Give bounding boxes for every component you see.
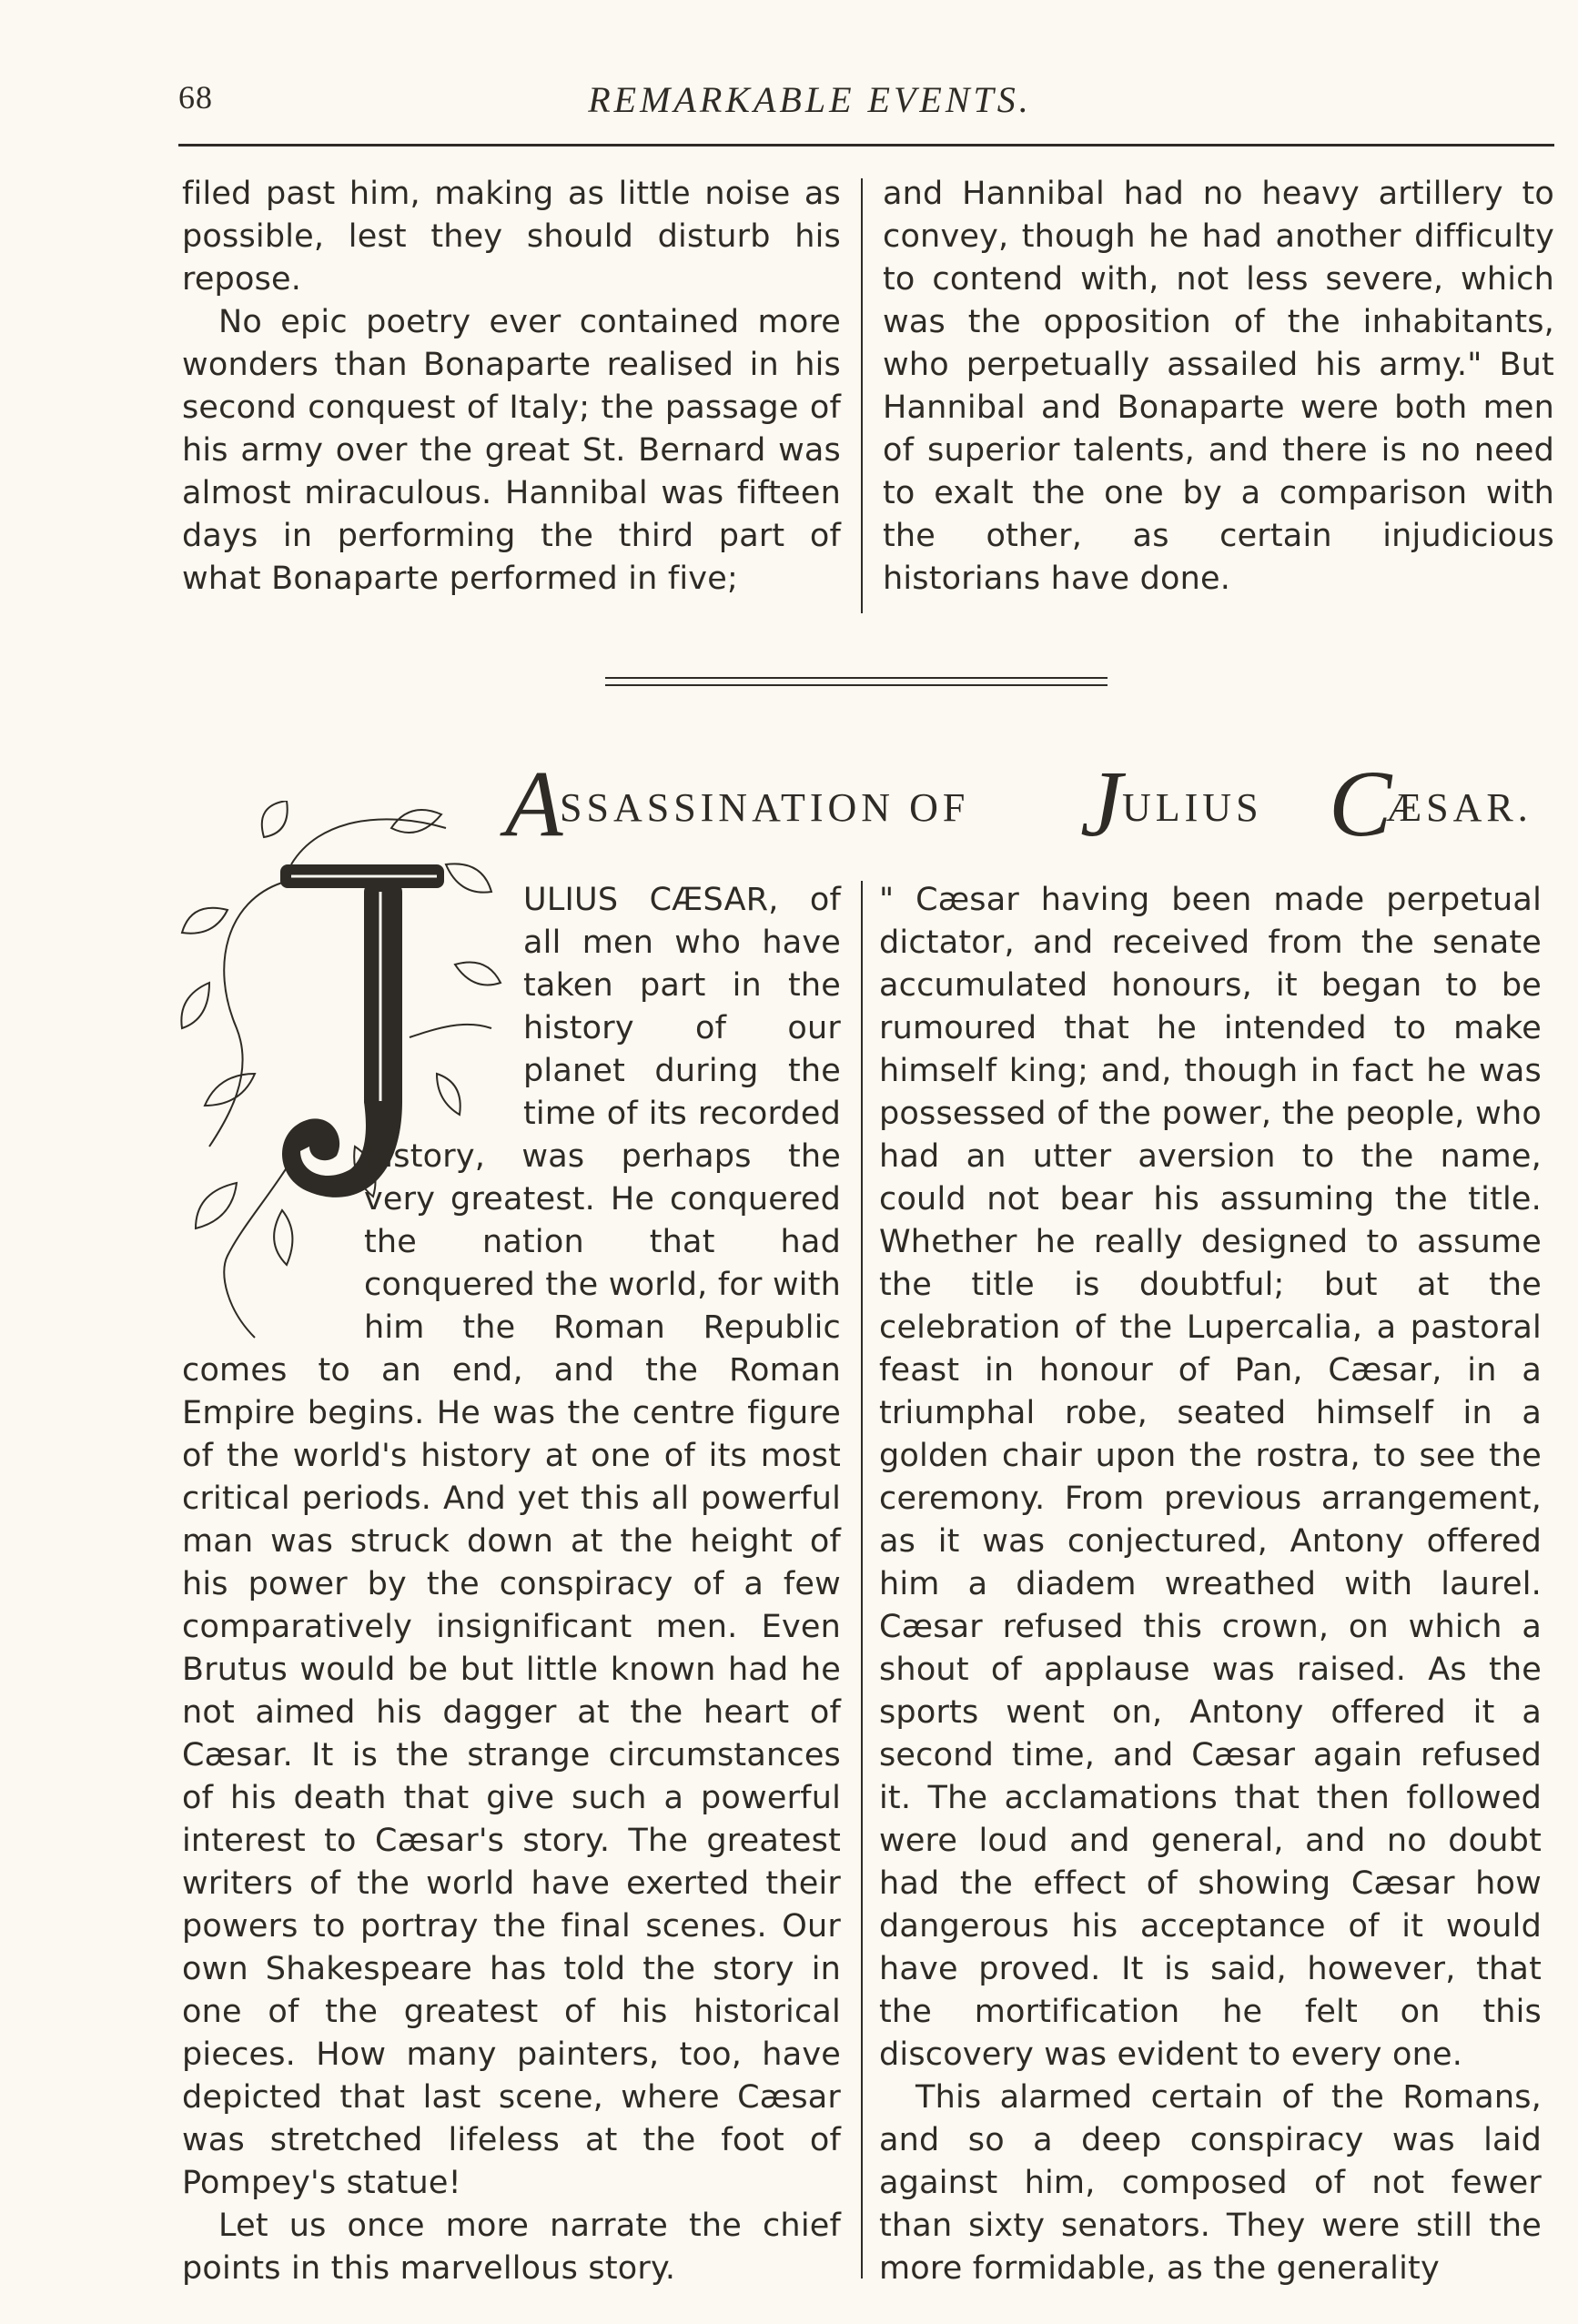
- column-rule-bottom: [861, 881, 863, 2279]
- title-initial: A: [505, 752, 563, 856]
- paragraph: This alarmed certain of the Romans, and so a deep conspiracy was laid against him, composed of not fewer than sixty senators. They were still the more formidable, as the generality: [879, 2079, 1542, 2287]
- lead-paragraph: ULIUS CÆSAR, of all men who have taken part in the history of our planet during the time of its recorded history, was perhaps the very greatest. He conquered the nation that had conquered the world, for with him the Roman Republic comes to an end, and the Roman Empire begins. He was the centre figure of the world's history at one of its most critical periods. And yet this all powerful man was struck down at the height of his power by the conspiracy of a few comparatively insignificant men. Even Brutus would be but little known had he not aimed his dagger at the heart of Cæsar. It is the strange circumstances of his death that give such a powerful interest to Cæsar's story. The greatest writers of the world have exerted their powers to portray the final scenes. Our own Shakespeare has told the story in one of the greatest of his historical pieces. How many painters, too, have depicted that last scene, where Cæsar was stretched lifeless at the foot of Pompey's statue!: [182, 882, 841, 2201]
- running-title: REMARKABLE EVENTS.: [588, 79, 1032, 120]
- title-initial: C: [1329, 752, 1392, 856]
- running-head: [178, 71, 1523, 126]
- title-text: ULIUS: [1122, 785, 1263, 830]
- title-text: SSASSINATION OF: [560, 785, 970, 830]
- paragraph: " Cæsar having been made perpetual dictator, and received from the senate accumulated honours, it began to be rumoured that he intended to make himself king; and, though in fact he was possessed of the power, the people, who had an utter aversion to the name, could not bear his assuming the title. Whether he really designed to assume the title is doubtful; but at the celebration of the Lupercalia, a pastoral feast in honour of Pan, Cæsar, in a triumphal robe, seated himself in a golden chair upon the rostra, to see the ceremony. From previous arrangement, as it was conjectured, Antony offered him a diadem wreathed with laurel. Cæsar refused this crown, on which a shout of applause was raised. As the sports went on, Antony offered it a second time, and Cæsar again refused it. The acclamations that then followed were loud and general, and no doubt had the effect of showing Cæsar how dangerous his acceptance of it would have proved. It is said, however, that the mortification he felt on this discovery was evident to every one.: [879, 882, 1542, 2073]
- paragraph: No epic poetry ever contained more wonders than Bonaparte realised in his second conquest of Italy; the passage of his army over the great St. Bernard was almost miraculous. Hannibal was fifteen days in performing the third part of what Bonaparte performed in five;: [182, 304, 841, 597]
- article-title: [505, 752, 1552, 864]
- column-rule-top: [861, 178, 863, 613]
- top-left-column: [182, 173, 841, 601]
- header-rule: [178, 144, 1554, 147]
- title-text: ÆSAR.: [1386, 785, 1532, 830]
- paragraph: Let us once more narrate the chief points in this marvellous story.: [182, 2208, 841, 2287]
- section-separator: [605, 677, 1108, 688]
- top-right-column: [883, 173, 1554, 601]
- article-right-column: [879, 879, 1542, 2290]
- article-left-column: [182, 879, 841, 2290]
- page-number: 68: [178, 79, 213, 116]
- title-initial: J: [1080, 752, 1123, 856]
- paragraph: and Hannibal had no heavy artillery to convey, though he had another difficulty to contend with, not less severe, which was the opposition of the inhabitants, who perpetually assailed his army." But Hannibal and Bonaparte were both men of superior talents, and there is no need to exalt the one by a comparison with the other, as certain injudicious historians have done.: [883, 176, 1554, 597]
- paragraph: filed past him, making as little noise as possible, lest they should disturb his repose.: [182, 176, 841, 298]
